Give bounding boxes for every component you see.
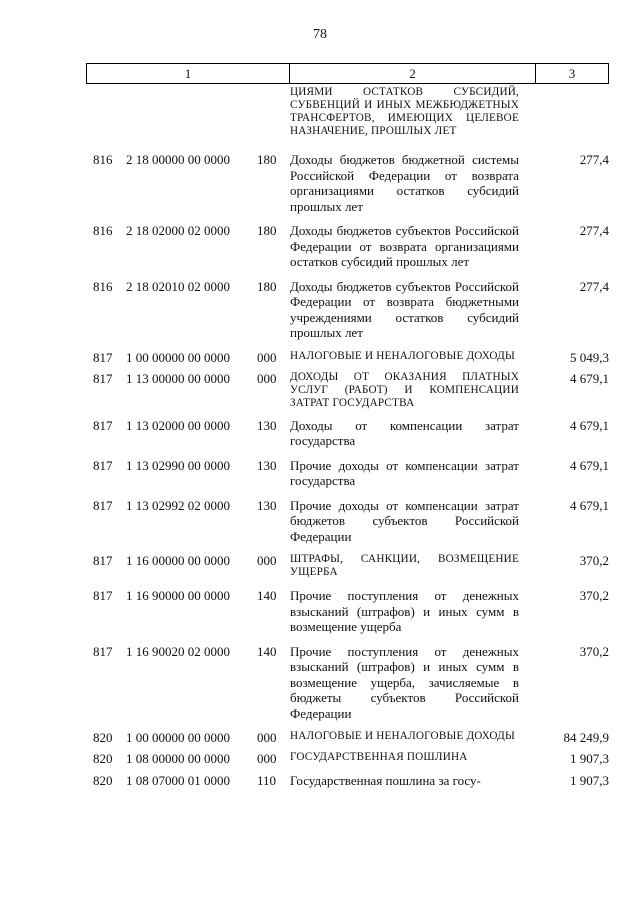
row-amount: 1 907,3 [570,773,609,788]
admin-code: 817 [93,349,113,365]
row-description: НАЛОГОВЫЕ И НЕНАЛОГОВЫЕ ДОХОДЫ [290,349,515,362]
table-row [0,223,640,270]
sub-code: 130 [257,497,277,513]
row-description: Прочие поступления от денежных взысканий (штрафов) и иных сумм в возмещение ущерба [290,588,519,634]
sub-code: 000 [257,751,277,766]
sub-code: 110 [257,773,277,788]
sub-code: 140 [257,643,277,659]
sub-code: 180 [257,278,277,294]
row-description: Доходы от компенсации затрат государства [290,417,519,448]
table-row [0,86,640,138]
sub-code: 000 [257,553,277,568]
admin-code: 816 [93,152,113,167]
budget-class-code: 2 18 02010 02 0000 [126,278,230,294]
sub-code: 130 [257,417,277,433]
revenue-table-body [0,86,640,789]
admin-code: 820 [93,730,113,745]
sub-code: 130 [257,457,277,473]
header-col-1: 1 [87,64,290,83]
budget-class-code: 1 13 00000 00 0000 [126,370,230,386]
admin-code: 817 [93,457,113,473]
row-amount: 4 679,1 [570,417,609,433]
admin-code: 817 [93,417,113,433]
table-row [0,644,640,722]
sub-code: 000 [257,730,277,745]
admin-code: 817 [93,588,113,603]
table-row [0,773,640,789]
row-description: ДОХОДЫ ОТ ОКАЗАНИЯ ПЛАТНЫХ УСЛУГ (РАБОТ) И КОМПЕНСАЦИИ ЗАТРАТ ГОСУДАРСТВА [290,370,519,409]
table-row [0,279,640,341]
table-row [0,418,640,449]
budget-class-code: 2 18 02000 02 0000 [126,223,230,238]
header-col-3: 3 [568,65,576,81]
budget-class-code: 1 00 00000 00 0000 [126,349,230,365]
row-description: Доходы бюджетов субъектов Российской Федерации от возврата организациями остатков субсидий прошлых лет [290,223,519,269]
budget-class-code: 1 16 00000 00 0000 [126,553,230,568]
table-row [0,371,640,410]
admin-code: 817 [93,643,113,659]
page-number: 78 [313,27,327,42]
sub-code: 000 [257,349,277,365]
row-amount: 370,2 [579,643,609,659]
row-amount: 1 907,3 [570,751,609,766]
row-description: Прочие поступления от денежных взысканий (штрафов) и иных сумм в возмещение ущерба, зачисляемые в бюджеты субъектов Российской Федерации [290,643,519,721]
row-description: Государственная пошлина за госу- [290,773,481,788]
admin-code: 816 [93,223,113,238]
table-row [0,730,640,743]
table-row [0,553,640,579]
budget-class-code: 1 13 02992 02 0000 [126,497,230,513]
row-description: ЦИЯМИ ОСТАТКОВ СУБСИДИЙ, СУБВЕНЦИЙ И ИНЫХ МЕЖБЮДЖЕТНЫХ ТРАНСФЕРТОВ, ИМЕЮЩИХ ЦЕЛЕВОЕ НАЗНАЧЕНИЕ, ПРОШЛЫХ ЛЕТ [290,86,519,137]
row-amount: 277,4 [579,223,609,238]
admin-code: 820 [93,751,113,766]
row-description: Прочие доходы от компенсации затрат государства [290,457,519,488]
row-amount: 4 679,1 [570,497,609,513]
sub-code: 000 [257,370,277,386]
row-description: НАЛОГОВЫЕ И НЕНАЛОГОВЫЕ ДОХОДЫ [290,730,515,742]
table-row [0,350,640,363]
row-description: ШТРАФЫ, САНКЦИИ, ВОЗМЕЩЕНИЕ УЩЕРБА [290,553,519,578]
table-row [0,458,640,489]
sub-code: 180 [257,152,277,167]
header-col-2: 2 [290,64,536,83]
budget-class-code: 1 16 90000 00 0000 [126,588,230,603]
row-description: ГОСУДАРСТВЕННАЯ ПОШЛИНА [290,751,468,763]
budget-class-code: 1 00 00000 00 0000 [126,730,230,745]
table-row [0,152,640,214]
row-amount: 5 049,3 [570,349,609,365]
budget-class-code: 1 16 90020 02 0000 [126,643,230,659]
row-description: Прочие доходы от компенсации затрат бюджетов субъектов Российской Федерации [290,497,519,544]
budget-class-code: 1 08 07000 01 0000 [126,773,230,788]
row-amount: 4 679,1 [570,370,609,386]
admin-code: 817 [93,553,113,568]
admin-code: 816 [93,278,113,294]
row-amount: 277,4 [579,278,609,294]
sub-code: 180 [257,223,277,238]
budget-class-code: 2 18 00000 00 0000 [126,152,230,167]
row-amount: 370,2 [579,553,609,568]
budget-class-code: 1 08 00000 00 0000 [126,751,230,766]
row-amount: 370,2 [579,588,609,603]
budget-class-code: 1 13 02990 00 0000 [126,457,230,473]
table-row [0,498,640,545]
admin-code: 817 [93,497,113,513]
row-description: Доходы бюджетов субъектов Российской Федерации от возврата бюджетными учреждениями остатков субсидий прошлых лет [290,278,519,340]
admin-code: 817 [93,370,113,386]
table-row [0,751,640,764]
table-row [0,588,640,635]
row-description: Доходы бюджетов бюджетной системы Российской Федерации от возврата организациями остатков субсидий прошлых лет [290,152,519,214]
row-amount: 4 679,1 [570,457,609,473]
table-header [86,63,609,84]
row-amount: 84 249,9 [563,730,609,745]
row-amount: 277,4 [579,152,609,167]
admin-code: 820 [93,773,113,788]
sub-code: 140 [257,588,277,603]
budget-class-code: 1 13 02000 00 0000 [126,417,230,433]
